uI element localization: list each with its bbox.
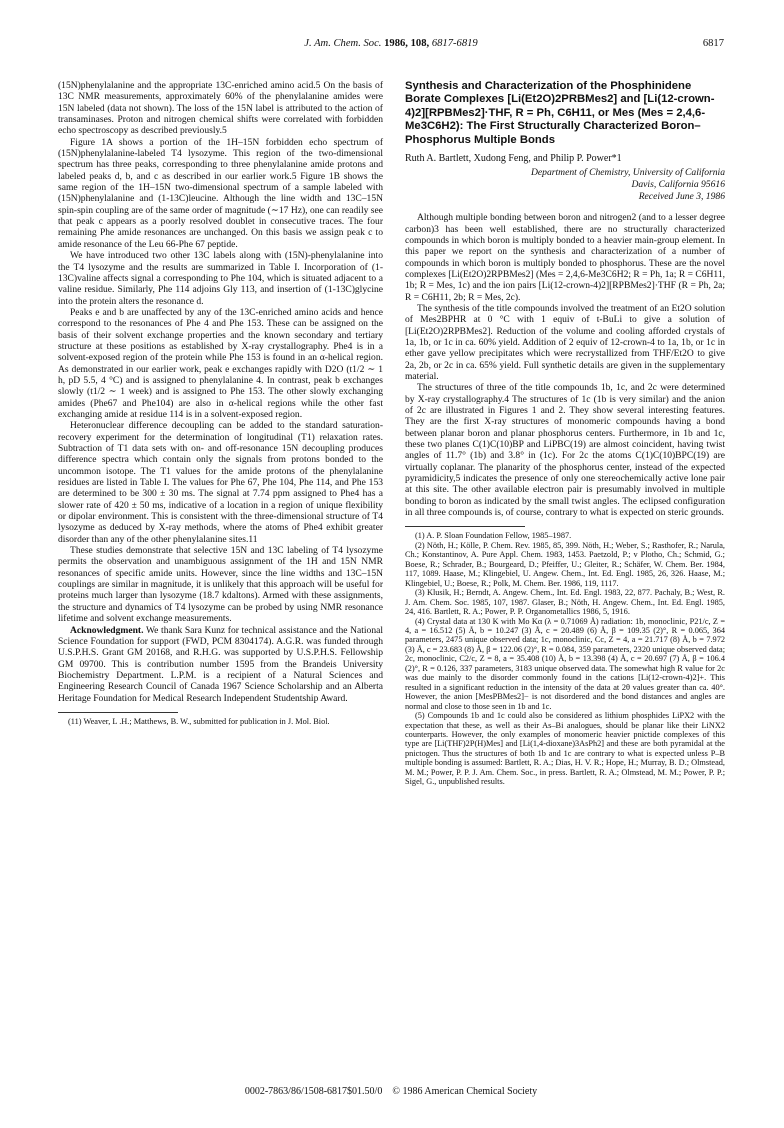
journal-name: J. Am. Chem. Soc. [304, 38, 382, 49]
references [405, 531, 725, 786]
body-paragraph: We have introduced two other 13C labels along with (15N)-phenylalanine into the T4 lysozyme and the results are summarized in Table I. Incorporation of (1-13C)valine affects signal a corresponding to Phe 104, which is situated adjacent to a valine residue. Similarly, Phe 114 adjoins Gly 113, and insertion of (1-13C)glycine into the protein alters the resonance d. [58, 250, 383, 307]
journal-year: 1986, [384, 38, 408, 49]
received-date: Received June 3, 1986 [638, 190, 725, 202]
body-paragraph: The synthesis of the title compounds involved the treatment of an Et2O solution of Mes2BPHR at 0 °C with 1 equiv of t-BuLi to give a solution of [Li(Et2O)2RPBMes2]. Reduction of the volume and cooling afforded crystals of 1a, 1b, or 1c in ca. 60% yield. Addition of 2 equiv of 12-crown-4 to 1a, 1b, or 1c in ether gave yellow precipitates which were recrystallized from THF/Et2O to give 2a, 2b, or 2c in ca. 65% yield. Full synthetic details are given in the supplementary material. [405, 302, 725, 382]
left-column [58, 80, 383, 726]
article-authors: Ruth A. Bartlett, Xudong Feng, and Philip P. Power*1 [405, 153, 622, 165]
affiliation [405, 167, 725, 202]
acknowledgment-label: Acknowledgment. [70, 624, 144, 636]
acknowledgment [58, 625, 383, 704]
body-paragraph: Peaks e and b are unaffected by any of the 13C-enriched amino acids and hence correspond to the resonances of Phe 4 and Phe 153. These can be assigned on the basis of their solvent exchange properties and the known secondary and tertiary structure at these positions as established by X-ray crystallography. Phe4 is in a solvent-exposed region of the protein while Phe 153 is found in an α-helical region. As demonstrated in our earlier work, peak e exchanges rapidly with D2O (t1/2 ∼ 1 h, pD 5.5, 4 °C) and is assigned to phenylalanine 4. In contrast, peak b exchanges slowly (t1/2 ∼ 1 week) and is assigned to Phe 153. The other slowly exchanging amides (Phe67 and Phe104) are also in α-helical regions while the other fast exchanging amide at residue 114 is in a solvent-exposed region. [58, 306, 383, 420]
acknowledgment-text: We thank Sara Kunz for technical assistance and the National Science Foundation for support (FWD, PCM 8304174). A.G.R. was funded through U.S.P.H.S. Grant GM 20168, and R.H.G. was supported by U.S.P.H.S. Fellowship GM 09700. This is contribution number 1595 from the Brandeis University Biochemistry Department. L.P.M. is a recipient of a Natural Sciences and Engineering Research Council of Canada 1967 Science Scholarship and an Alberta Heritage Foundation for Medical Research Independent Studentship Award. [58, 624, 383, 704]
references-divider [405, 526, 525, 527]
journal-pages: 6817-6819 [431, 38, 478, 49]
footnote: (11) Weaver, L .H.; Matthews, B. W., submitted for publication in J. Mol. Biol. [68, 716, 330, 726]
reference-item: (4) Crystal data at 130 K with Mo Kα (λ = 0.71069 Å) radiation: 1b, monoclinic, P21/c, Z = 4, a = 16.512 (5) Å, b = 10.247 (3) Å, c = 20.489 (6) Å, β = 109.35 (2)°, R = 0.065, 364 parameters, 2475 unique observed data; 1c, monoclinic, Cc, Z = 4, a = 21.717 (8) Å, b = 7.972 (3) Å, c = 23.683 (8) Å, β = 122.06 (2)°, R = 0.084, 359 parameters, 2320 unique observed data; 2c, monoclinic, C2/c, Z = 8, a = 35.408 (10) Å, b = 13.398 (4) Å, c = 20.697 (7) Å, β = 106.4 (2)°, R = 0.126, 337 parameters, 3183 unique observed data. The somewhat high R value for 2c was due mainly to the disorder commonly found in the cations [Li(12-crown-4)2]+. This resulted in a significant reduction in the intensity of the data at 2θ values greater than ca. 40°. However, the anion [MesPBMes2]− is not disordered and the bond distances and angles are normal and close to those seen in 1b and 1c. [405, 616, 725, 711]
body-paragraph: Heteronuclear difference decoupling can be added to the standard saturation-recovery experiment for the determination of longitudinal (T1) relaxation rates. Subtraction of T1 data sets with on- and off-resonance 15N decoupling produces difference spectra which contain only the signals from protons bonded to the uncommon isotope. The T1 values for the amide protons of the phenylalanine residues are listed in Table I. The values for Phe 67, Phe 104, Phe 114, and Phe 153 are determined to be 300 ± 30 ms. The signal at 7.74 ppm assigned to Phe4 has a slower rate of 420 ± 50 ms, indicative of a location in a region of unique flexibility or dipolar environment. This is consistent with the three-dimensional structure of T4 lysozyme as deduced by X-ray methods, where the atoms of Phe4 exhibit greater disorder than any of the other phenylalanine sites.11 [58, 420, 383, 545]
right-column [405, 80, 725, 787]
affiliation-city: Davis, California 95616 [631, 178, 725, 190]
body-paragraph: These studies demonstrate that selective 15N and 13C labeling of T4 lysozyme permits the observation and unambiguous assignment of the 1H and 15N NMR resonances of specific amide units. However, since the line widths and 13C–15N couplings are similar in magnitude, it is unlikely that this approach will be useful for proteins much larger than lysozyme (18.7 kdaltons). Armed with these assignments, the structure and dynamics of T4 lysozyme can be probed by using NMR resonance lifetime and solvent exchange measurements. [58, 545, 383, 625]
reference-item: (3) Klusik, H.; Berndt, A. Angew. Chem., Int. Ed. Engl. 1983, 22, 877. Pachaly, B.; West, R. J. Am. Chem. Soc. 1985, 107, 1987. Glaser, B.; Nöth, H. Angew. Chem., Int. Ed. Engl. 1985, 24, 416. Bartlett, R. A.; Power, P. P. Organometallics 1986, 5, 1916. [405, 588, 725, 617]
reference-item: (2) Nöth, H.; Kölle, P. Chem. Rev. 1985, 85, 399. Nöth, H.; Weber, S.; Rasthofer, R.; Narula, Ch.; Konstantinov, A. Pure Appl. Chem. 1983, 1453. Paetzold, P.; v Plotho, Ch.; Schmid, G.; Boese, R.; Schrader, B.; Bourgeard, D.; Pfeiffer, U.; Gleiter, R.; Schäfer, W. Chem. Ber. 1984, 117, 1089. Haase, M.; Klingebiel, U. Angew. Chem., Int. Ed. Engl. 1985, 26, 326. Haase, M.; Klingebiel, U.; Boese, R.; Polk, M. Chem. Ber. 1986, 119, 1117. [405, 540, 725, 588]
page-number: 6817 [702, 38, 724, 49]
running-header [58, 36, 724, 52]
body-paragraph: Figure 1A shows a portion of the 1H–15N forbidden echo spectrum of (15N)phenylalanine-labeled T4 lysozyme. This region of the two-dimensional spectrum has three peaks, corresponding to three phenylalanine amide protons and labeled peaks d, b, and c as described in our earlier work.5 Figure 1B shows the same region of the 1H–15N two-dimensional spectrum of a sample labeled with (15N)phenylalanine and (1-13C)leucine. Although the line width and 13C–15N spin-spin coupling are of the same order of magnitude (∼17 Hz), one can readily see that peak c appears as a poorly resolved doublet in consecutive traces. The four remaining Phe amide resonances are unchanged. On this basis we assign peak c to amide resonance of the Leu 66-Phe 67 peptide. [58, 136, 383, 250]
body-paragraph: (15N)phenylalanine and the appropriate 13C-enriched amino acid.5 On the basis of 13C NMR measurements, approximately 60% of the phenylalanine amides were 15N labeled (data not shown). The loss of the 15N label is attributed to the action of transaminases. Proton and nitrogen chemical shifts were correlated with forbidden echo spectroscopy as described previously.5 [58, 80, 383, 137]
article-title: Synthesis and Characterization of the Phosphinidene Borate Complexes [Li(Et2O)2PRBMes2] and [Li(12-crown-4)2][RPBMes2]·THF, R = Ph, C6H11, or Mes (Mes = 2,4,6-Me3C6H2): The First Structurally Characterized Boron–Phosphorus Multiple Bonds [405, 80, 715, 146]
affiliation-dept: Department of Chemistry, University of California [531, 167, 725, 179]
reference-item: (5) Compounds 1b and 1c could also be considered as lithium phosphides LiPX2 with the expectation that these, as well as their As–Bi analogues, should be planar like their LiNX2 counterparts. However, the only examples of monomeric heavier pnictide complexes of this type are [Li(THF)2P(H)Mes] and [Li(1,4-dioxane)3AsPh2] and these are both pyramidal at the pnictogen. Thus the structures of both 1b and 1c are contrary to what is expected unless P–B multiple bonding is assumed: Bartlett, R. A.; Dias, H. V. R.; Hope, H.; Murray, B. D.; Olmstead, M. M.; Power, P. P. J. Am. Chem. Soc., in press. Bartlett, R. A.; Olmstead, M. M.; Power, P. P.; Sigel, G., unpublished results. [405, 711, 725, 787]
journal-volume: 108, [410, 38, 430, 49]
issn-code: 0002-7863/86/1508-6817$01.50/0 [244, 1086, 383, 1097]
journal-citation [58, 36, 724, 52]
body-paragraph: The structures of three of the title compounds 1b, 1c, and 2c were determined by X-ray crystallography.4 The structures of 1c (1b is very similar) and the anion of 2c are illustrated in Figures 1 and 2. They show several interesting features. They are the first X-ray structures of monomeric compounds having a bond between planar boron and planar phosphorus centers. Furthermore, in 1b and 1c, these two planes C(1)C(10)BP and LiPBC(19) are almost coincident, having twist angles of 11.7° (1b) and 3.8° in (1c). For 2c the atoms C(1)C(10)BPC(19) are virtually coplanar. The planarity of the phosphorus center, instead of the expected pyramidicity,5 indicates the presence of only one stereochemically active lone pair at this site. The other available electron pair is presumably involved in multiple bonding to boron as indicated by the small twist angles. The eclipsed configuration in all three compounds is, of course, contrary to what is expected on steric grounds. [405, 382, 725, 519]
page-footer [58, 1086, 724, 1097]
body-paragraph: Although multiple bonding between boron and nitrogen2 (and to a lesser degree carbon)3 has been well established, there are no structurally characterized compounds in which boron is multiply bonded to a heavier main-group element. In this paper we report on the synthesis and characterization of a number of compounds in which boron is multiply bonded to phosphorus. These are the novel complexes [Li(Et2O)2RPBMes2] (Mes = 2,4,6-Me3C6H2; R = Ph, 1a; R = C6H11, 1b; R = Mes, 1c) and the ion pairs [Li(12-crown-4)2][RPBMes2]·THF (R = Ph, 2a; R = C6H11, 2b; R = Mes, 2c). [405, 212, 725, 303]
footnote-divider [58, 712, 178, 713]
copyright: © 1986 American Chemical Society [392, 1086, 538, 1097]
footnotes [58, 717, 383, 726]
reference-item: (1) A. P. Sloan Foundation Fellow, 1985–1987. [415, 531, 572, 541]
